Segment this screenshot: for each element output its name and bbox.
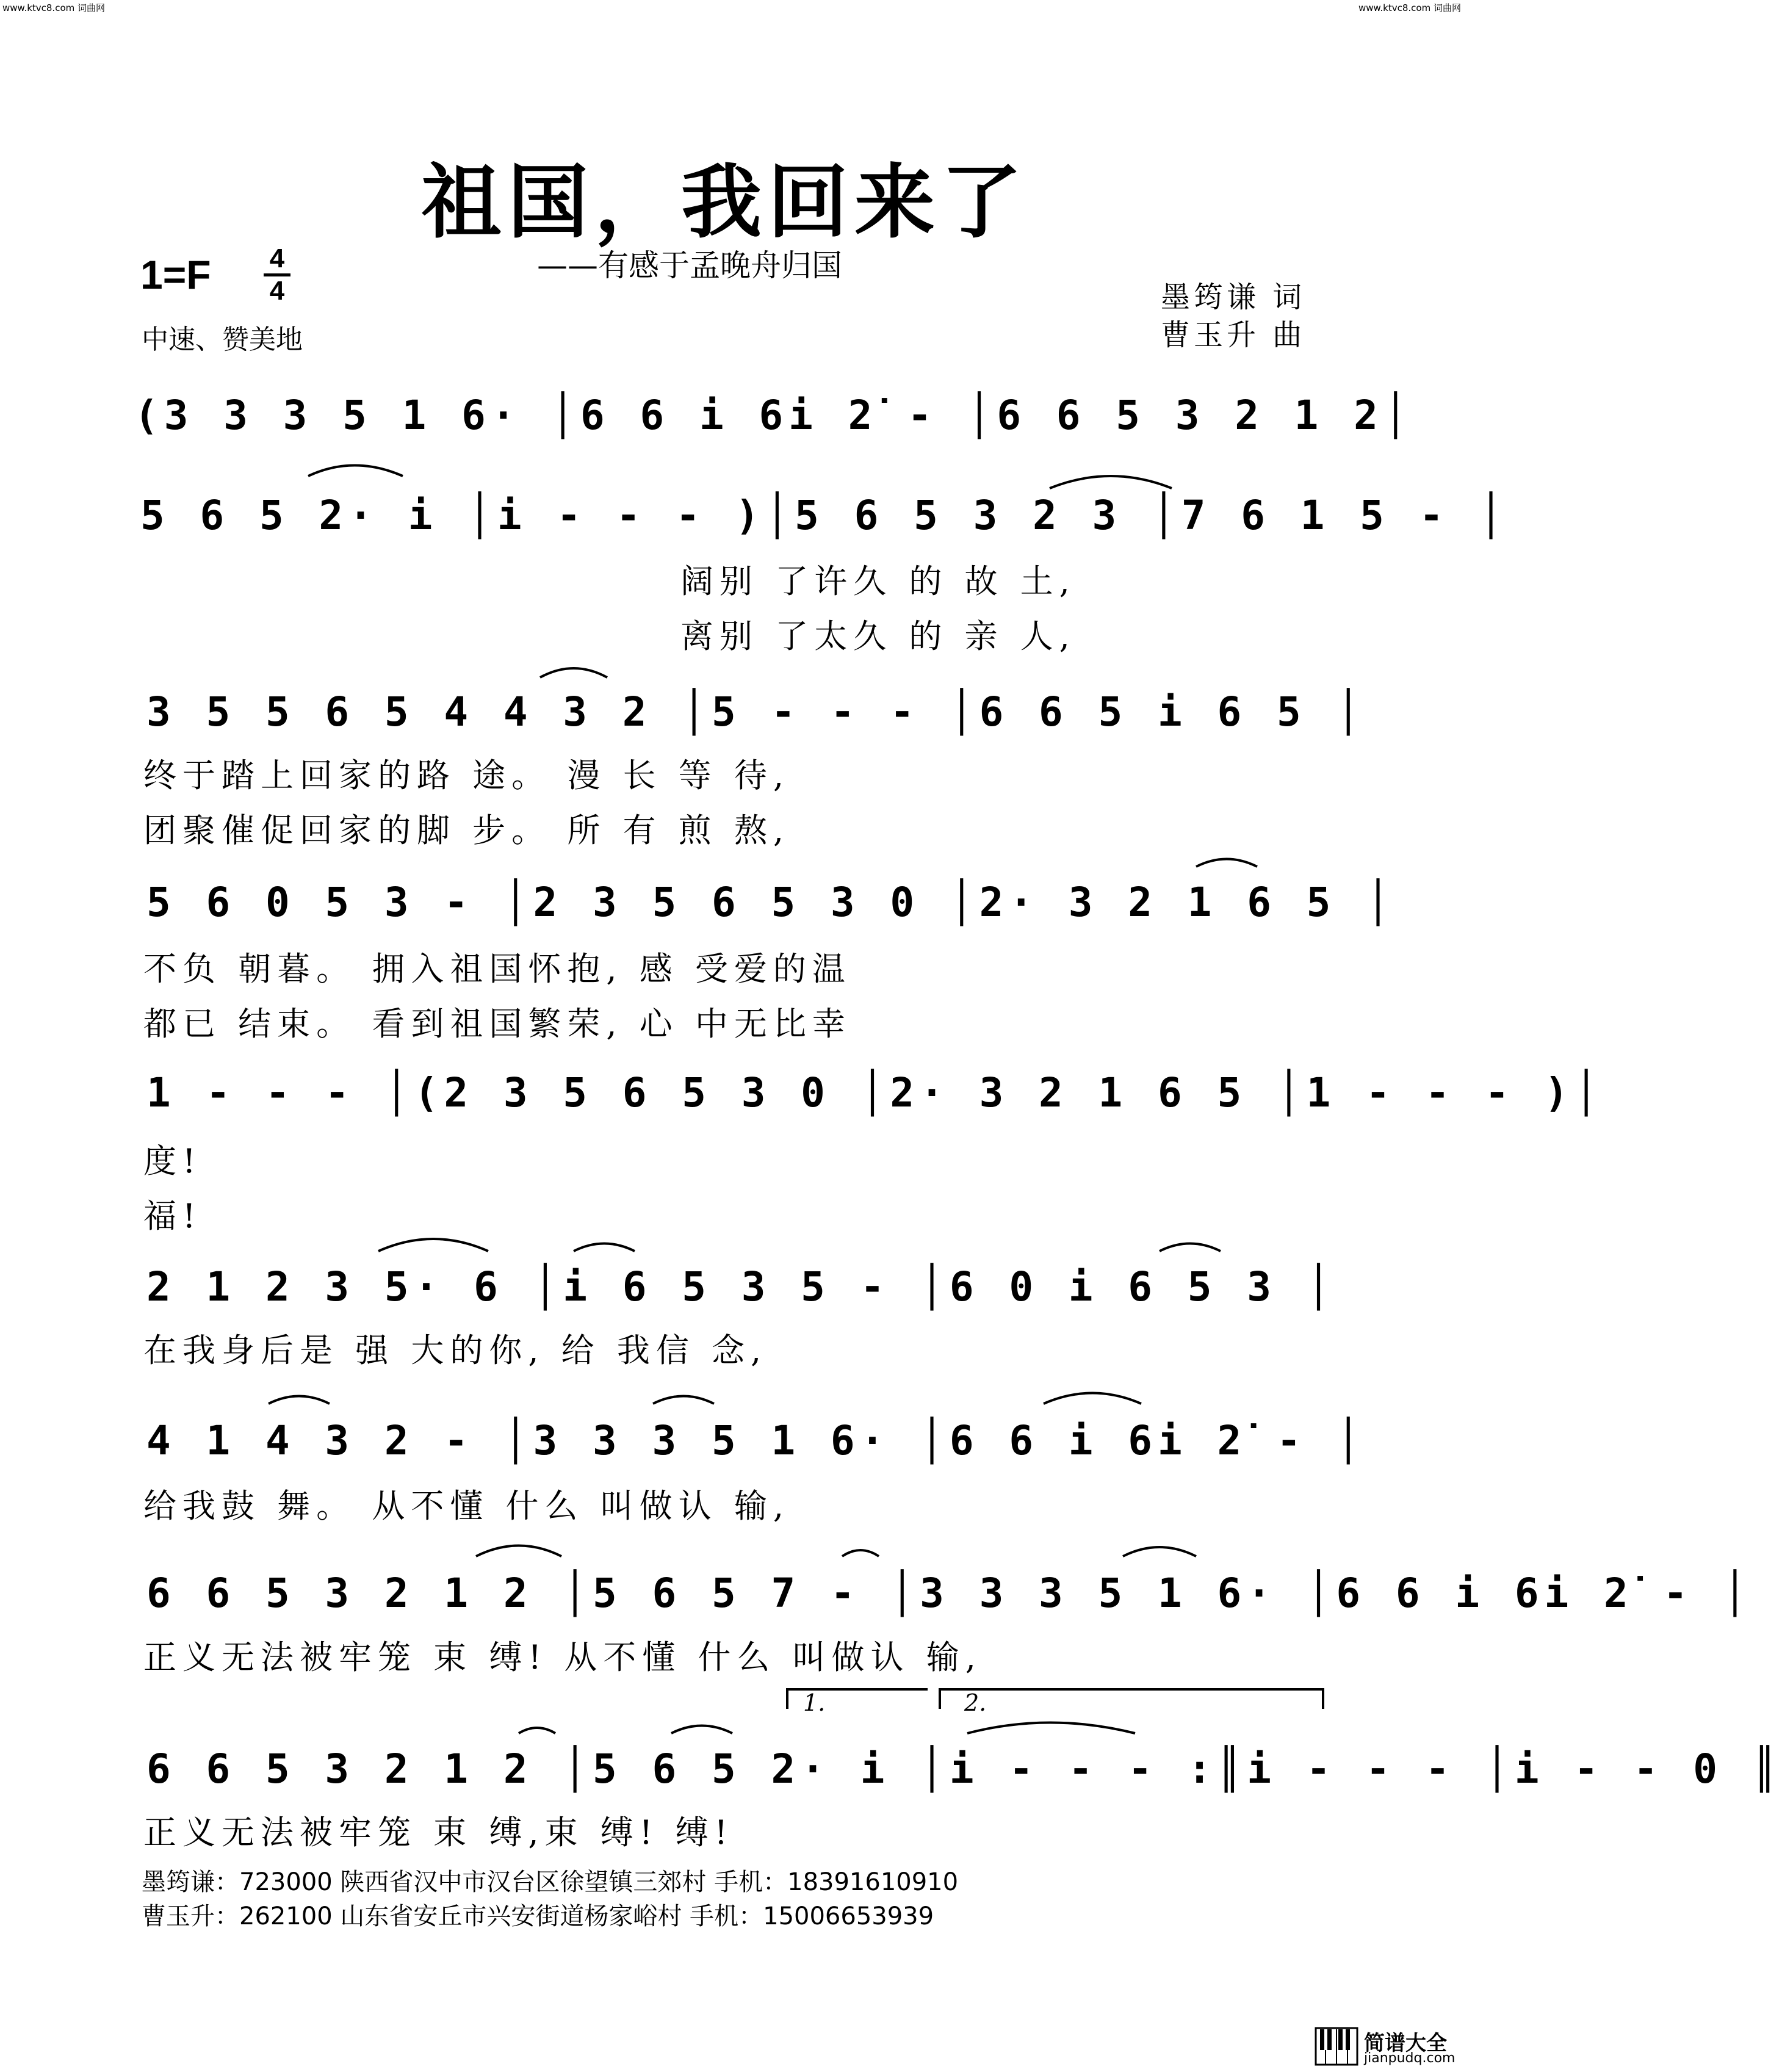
slur xyxy=(574,1244,635,1252)
volta-first-ending: 1. xyxy=(803,1689,826,1716)
slur xyxy=(1160,1244,1221,1252)
lyric-line-2-verse-2: 离别 了太久 的 亲 人, xyxy=(680,617,1076,655)
footer-contact-composer: 曹玉升：262100 山东省安丘市兴安街道杨家峪村 手机：15006653939 xyxy=(142,1902,934,1930)
song-subtitle: ——有感于孟晚舟归国 xyxy=(537,248,842,283)
time-signature-bottom: 4 xyxy=(269,276,285,306)
lyric-line-6: 在我身后是 强 大的你, 给 我信 念, xyxy=(143,1331,768,1370)
key-signature: 1=F xyxy=(140,252,211,297)
lyric-line-3-verse-1: 终于踏上回家的路 途。 漫 长 等 待, xyxy=(143,756,790,795)
slur xyxy=(269,1396,330,1404)
slur xyxy=(540,668,607,677)
lyric-line-8: 正义无法被牢笼 束 缚! 从不懂 什么 叫做认 输, xyxy=(143,1638,982,1677)
score-system-6: 2 1 2 3 5· 6 │i 6 5 3 5 - │6 0 i 6 5 3 │ xyxy=(146,1263,1336,1310)
slur xyxy=(378,1239,488,1251)
lyric-line-2-verse-1: 阔别 了许久 的 故 土, xyxy=(680,562,1076,601)
lyric-line-4-verse-1: 不负 朝暮。 拥入祖国怀抱, 感 受爱的温 xyxy=(143,950,851,988)
volta-bracket-1 xyxy=(787,1689,928,1709)
score-system-8: 6 6 5 3 2 1 2 │5 6 5 7 - │3 3 3 5 1 6· │6 6 i 6i 2̇ - │ xyxy=(146,1570,1753,1617)
logo-url: jianpudq.com xyxy=(1364,2051,1456,2066)
slur xyxy=(967,1723,1135,1734)
site-watermark-left: www.ktvc8.com 词曲网 xyxy=(2,2,106,13)
score-system-4: 5 6 0 5 3 - │2 3 5 6 5 3 0 │2· 3 2 1 6 5 │ xyxy=(146,879,1396,926)
slur xyxy=(842,1550,879,1556)
slur xyxy=(476,1546,561,1557)
site-watermark-right: www.ktvc8.com 词曲网 xyxy=(1358,2,1461,13)
score-system-1: (3 3 3 5 1 6· │6 6 i 6i 2̇ - │6 6 5 3 2 1 2│ xyxy=(134,392,1413,439)
lyric-line-4-verse-2: 都已 结束。 看到祖国繁荣, 心 中无比幸 xyxy=(143,1005,851,1043)
lyric-line-5-verse-1: 度! xyxy=(143,1142,202,1180)
score-system-5: 1 - - - │(2 3 5 6 5 3 0 │2· 3 2 1 6 5 │1 - - - )│ xyxy=(146,1069,1604,1116)
score-system-3: 3 5 5 6 5 4 4 3 2 │5 - - - │6 6 5 i 6 5 │ xyxy=(146,688,1366,735)
volta-second-ending: 2. xyxy=(964,1689,987,1716)
slur xyxy=(1123,1547,1196,1556)
site-logo xyxy=(1315,2026,1459,2067)
footer-contact-lyricist: 墨筠谦：723000 陕西省汉中市汉台区徐望镇三郊村 手机：18391610910 xyxy=(142,1868,959,1896)
lyric-line-7: 给我鼓 舞。 从不懂 什么 叫做认 输, xyxy=(143,1487,790,1525)
lyric-line-3-verse-2: 团聚催促回家的脚 步。 所 有 煎 熬, xyxy=(143,811,790,850)
lyric-line-5-verse-2: 福! xyxy=(143,1197,202,1235)
slur xyxy=(671,1726,732,1734)
piano-keys-icon xyxy=(1315,2027,1358,2065)
slur xyxy=(1044,1393,1141,1404)
logo-name: 简谱大全 xyxy=(1364,2031,1447,2056)
slur xyxy=(308,466,403,477)
lyricist-credit: 墨筠谦 词 xyxy=(1161,280,1306,314)
volta-bracket-2 xyxy=(940,1689,1323,1709)
slur xyxy=(1050,476,1172,488)
song-title: 祖国，我回来了 xyxy=(421,155,1028,250)
score-system-9: 6 6 5 3 2 1 2 │5 6 5 2· i │i - - - :║i - - - │i - - 0 ║ xyxy=(146,1745,1782,1792)
time-signature-top: 4 xyxy=(269,244,285,273)
composer-credit: 曹玉升 曲 xyxy=(1161,318,1306,352)
slur xyxy=(653,1396,714,1404)
score-system-7: 4 1 4 3 2 - │3 3 3 5 1 6· │6 6 i 6i 2̇ - │ xyxy=(146,1417,1366,1464)
slur xyxy=(1196,859,1257,867)
score-system-2: 5 6 5 2· i │i - - - )│5 6 5 3 2 3 │7 6 1 5 - │ xyxy=(140,492,1509,539)
slur xyxy=(519,1728,555,1733)
tempo-marking: 中速、赞美地 xyxy=(142,324,303,355)
lyric-line-9: 正义无法被牢笼 束 缚,束 缚! 缚! xyxy=(143,1813,734,1852)
